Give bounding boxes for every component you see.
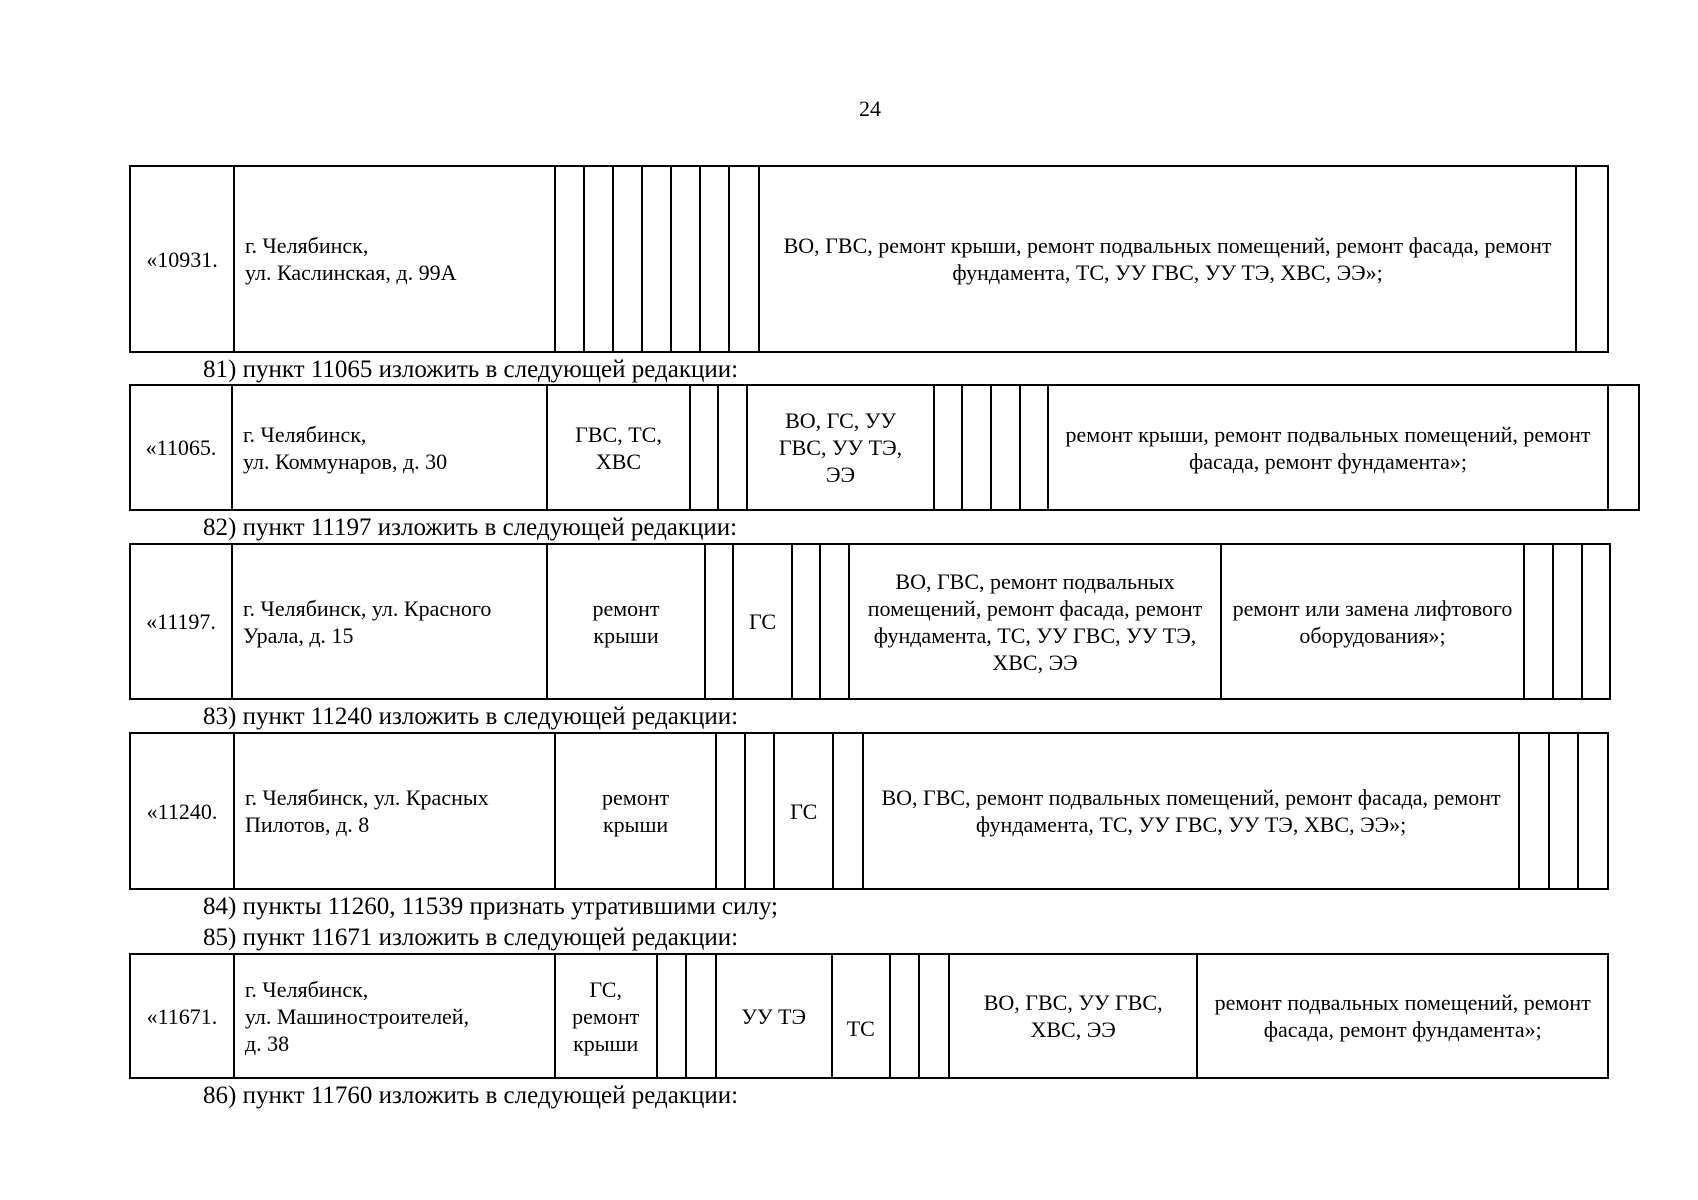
table-row-11671 [129,953,1609,1079]
empty-cell [833,733,863,889]
table-row-11065 [129,384,1640,511]
item-number: «11240. [130,733,234,889]
works-cell: ремонт крыши, ремонт подвальных помещений, ремонт фасада, ремонт фундамента»; [1048,385,1608,510]
address-cell: г. Челябинск, ул. Коммунаров, д. 30 [232,385,547,510]
item-number: «11197. [130,544,232,699]
empty-cell [690,385,718,510]
empty-cell [1549,733,1579,889]
section-heading-82: 82) пункт 11197 изложить в следующей редакции: [203,514,738,541]
empty-cell [934,385,962,510]
empty-cell [1519,733,1549,889]
works-cell: ВО, ГВС, ремонт крыши, ремонт подвальных помещений, ремонт фасада, ремонт фундамента, ТС, УУ ГВС, УУ ТЭ, ХВС, ЭЭ»; [759,166,1576,352]
works-cell: ВО, ГВС, ремонт подвальных помещений, ремонт фасада, ремонт фундамента, ТС, УУ ГВС, УУ ТЭ, ХВС, ЭЭ»; [863,733,1519,889]
empty-cell [705,544,733,699]
section-heading-81: 81) пункт 11065 изложить в следующей редакции: [203,356,739,383]
item-number: «11671. [130,954,234,1078]
empty-cell [792,544,820,699]
empty-cell [700,166,730,352]
works-cell: ГС, ремонт крыши [555,954,657,1078]
empty-cell [718,385,747,510]
works-cell: ВО, ГС, УУ ГВС, УУ ТЭ, ЭЭ [747,385,934,510]
empty-cell [613,166,642,352]
empty-cell [1578,733,1608,889]
item-number: «10931. [130,166,234,352]
empty-cell [716,733,745,889]
empty-cell [1020,385,1048,510]
empty-cell [584,166,614,352]
section-heading-84: 84) пункты 11260, 11539 признать утратившими силу; [203,893,778,920]
works-cell: ремонт подвальных помещений, ремонт фасада, ремонт фундамента»; [1197,954,1608,1078]
section-heading-83: 83) пункт 11240 изложить в следующей редакции: [203,703,739,730]
table-row-10931 [129,165,1609,353]
address-cell: г. Челябинск, ул. Машиностроителей, д. 38 [234,954,555,1078]
item-number: «11065. [130,385,232,510]
empty-cell [729,166,759,352]
works-cell: ТС [832,954,890,1078]
address-cell: г. Челябинск, ул. Красных Пилотов, д. 8 [234,733,555,889]
empty-cell [1608,385,1639,510]
empty-cell [919,954,949,1078]
works-cell: УУ ТЭ [716,954,832,1078]
works-cell: ремонт крыши [555,733,716,889]
empty-cell [686,954,716,1078]
empty-cell [657,954,687,1078]
table-row-11197 [129,543,1611,700]
empty-cell [555,166,584,352]
empty-cell [745,733,775,889]
works-cell: ГС [733,544,792,699]
works-cell: ВО, ГВС, УУ ГВС, ХВС, ЭЭ [949,954,1198,1078]
empty-cell [1582,544,1610,699]
table-row-11240 [129,732,1609,890]
empty-cell [991,385,1020,510]
empty-cell [1576,166,1608,352]
address-cell: г. Челябинск, ул. Каслинская, д. 99А [234,166,555,352]
section-heading-85: 85) пункт 11671 изложить в следующей редакции: [203,924,739,951]
works-cell: ГВС, ТС, ХВС [547,385,690,510]
empty-cell [820,544,849,699]
page-number: 24 [859,96,881,121]
section-heading-86: 86) пункт 11760 изложить в следующей редакции: [203,1082,739,1109]
empty-cell [671,166,700,352]
works-cell: ВО, ГВС, ремонт подвальных помещений, ремонт фасада, ремонт фундамента, ТС, УУ ГВС, УУ ТЭ, ХВС, ЭЭ [849,544,1221,699]
empty-cell [890,954,920,1078]
empty-cell [1524,544,1553,699]
works-cell: ремонт или замена лифтового оборудования»; [1221,544,1524,699]
empty-cell [642,166,672,352]
works-cell: ГС [774,733,833,889]
works-cell: ремонт крыши [547,544,705,699]
empty-cell [1553,544,1582,699]
address-cell: г. Челябинск, ул. Красного Урала, д. 15 [232,544,547,699]
empty-cell [962,385,991,510]
